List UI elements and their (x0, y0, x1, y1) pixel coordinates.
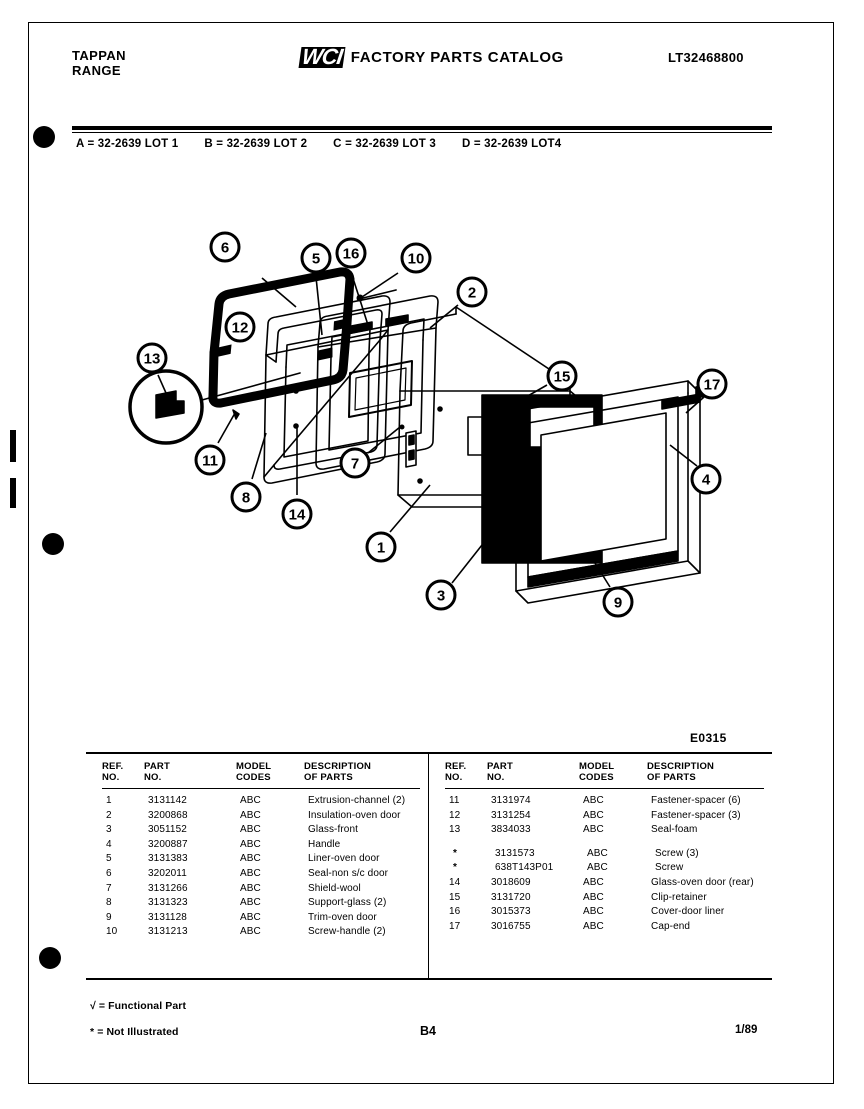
callout-leader-line (430, 305, 458, 328)
lot-legend (76, 138, 776, 150)
cell-ref: 12 (449, 809, 461, 821)
page-marker-dot-middle (42, 533, 64, 555)
column-header-description: DESCRIPTION OF PARTS (647, 761, 715, 783)
callout-balloon-12 (226, 313, 254, 341)
cell-ref: 11 (449, 795, 460, 806)
table-header-right (445, 761, 764, 789)
cell-part: 3834033 (491, 824, 531, 836)
column-header-model: MODEL CODES (579, 761, 615, 783)
cell-desc: Seal-foam (651, 824, 698, 836)
table-row (102, 823, 420, 838)
cell-ref: 8 (106, 897, 112, 909)
cell-part: 3131142 (148, 795, 187, 806)
cell-part: 3015373 (491, 906, 531, 918)
table-row (102, 896, 420, 911)
cell-ref: 6 (106, 867, 112, 879)
cell-model: ABC (240, 911, 261, 923)
cell-part: 3131128 (148, 911, 187, 923)
cell-ref: 14 (449, 876, 461, 888)
table-row (102, 925, 420, 940)
cell-desc: Trim-oven door (308, 911, 377, 923)
edge-mark-lower (10, 478, 16, 508)
table-row (102, 789, 420, 809)
cell-model: ABC (240, 795, 261, 806)
brand-category: RANGE (72, 63, 121, 78)
callout-label: 11 (202, 452, 218, 470)
lot-item-d: D = 32-2639 LOT4 (461, 138, 562, 150)
header-rule-thick (72, 126, 772, 130)
cell-part: 3051152 (148, 824, 187, 836)
cell-part: 3131323 (148, 897, 188, 909)
cell-ref: * (453, 847, 457, 859)
cell-desc: Screw (655, 862, 684, 874)
cell-desc: Liner-oven door (308, 853, 380, 865)
callout-balloon-11 (196, 413, 235, 474)
cell-desc: Handle (308, 838, 341, 850)
callout-label: 6 (220, 239, 230, 257)
exploded-parts-diagram (100, 195, 780, 640)
cell-desc: Fastener-spacer (6) (651, 795, 741, 806)
column-header-ref: REF. NO. (102, 761, 124, 783)
table-row (445, 789, 764, 809)
callout-label: 7 (350, 455, 360, 473)
page-date: 1/89 (735, 1024, 758, 1036)
table-header-left (102, 761, 420, 789)
table-row (102, 882, 420, 897)
cell-ref: 9 (106, 911, 112, 923)
cell-model: ABC (240, 882, 261, 894)
table-row (445, 920, 764, 935)
lot-item-b: B = 32-2639 LOT 2 (204, 138, 308, 150)
callout-label: 15 (553, 368, 571, 386)
callout-label: 14 (288, 506, 306, 524)
legend-functional-part: √ = Functional Part (90, 1000, 187, 1012)
column-header-model: MODEL CODES (236, 761, 272, 783)
callout-label: 5 (311, 250, 321, 268)
cell-part: 3131720 (491, 891, 531, 903)
cell-desc: Glass-oven door (rear) (651, 876, 754, 888)
callout-balloon-8 (232, 433, 266, 511)
cell-desc: Clip-retainer (651, 891, 707, 903)
callout-label: 12 (231, 319, 249, 337)
lot-item-c: C = 32-2639 LOT 3 (333, 138, 436, 150)
cell-ref: 16 (449, 906, 461, 918)
cell-part: 3018609 (491, 876, 531, 888)
brand-block (72, 48, 126, 78)
cell-desc: Insulation-oven door (308, 809, 401, 821)
legend-not-illustrated: * = Not Illustrated (90, 1026, 179, 1038)
cell-part: 3131213 (148, 926, 188, 938)
callout-leader-line (452, 545, 482, 583)
diagram-code: E0315 (690, 731, 727, 745)
cell-ref: 13 (449, 824, 461, 836)
callout-leader-line (368, 427, 400, 453)
callout-label: 3 (436, 587, 446, 605)
table-row (445, 905, 764, 920)
table-row (102, 852, 420, 867)
cell-model: ABC (240, 867, 261, 879)
table-row (102, 809, 420, 824)
cell-model: ABC (583, 876, 604, 888)
cell-desc: Shield-wool (308, 882, 361, 894)
column-header-ref: REF. NO. (445, 761, 467, 783)
cell-part: 3200887 (148, 838, 188, 850)
cell-model: ABC (240, 853, 261, 865)
cell-part: 3131383 (148, 853, 188, 865)
cell-model: ABC (583, 920, 604, 932)
cell-model: ABC (587, 847, 608, 859)
callout-leader-line (390, 485, 430, 532)
table-row (445, 876, 764, 891)
lot-item-a: A = 32-2639 LOT 1 (76, 138, 179, 150)
cell-ref: 5 (106, 853, 112, 865)
cell-model: ABC (583, 824, 604, 836)
callout-balloon-3 (427, 545, 482, 609)
cell-desc: Screw-handle (2) (308, 926, 386, 938)
cell-ref: 2 (106, 809, 112, 821)
parts-table-left (86, 754, 429, 978)
cell-part: 3131573 (495, 847, 535, 859)
catalog-header (300, 44, 564, 69)
cell-model: ABC (240, 809, 261, 821)
callout-leader-line (218, 413, 235, 443)
cell-desc: Cap-end (651, 920, 691, 932)
table-row (445, 891, 764, 906)
page-marker-dot-bottom (39, 947, 61, 969)
page-marker-dot-top (33, 126, 55, 148)
cell-ref: 3 (106, 824, 112, 836)
callout-balloon-10 (362, 244, 430, 297)
cell-part: 3016755 (491, 920, 531, 932)
cell-desc: Cover-door liner (651, 906, 725, 918)
column-header-description: DESCRIPTION OF PARTS (304, 761, 372, 783)
column-header-part: PART NO. (144, 761, 170, 783)
callout-balloon-17 (686, 370, 726, 413)
callout-label: 1 (376, 539, 386, 557)
table-row (445, 861, 764, 876)
table-body-left (86, 789, 428, 940)
cell-desc: Support-glass (2) (308, 897, 387, 909)
header-rule-thin (72, 132, 772, 133)
cell-ref: 10 (106, 926, 118, 938)
cell-model: ABC (240, 897, 261, 909)
column-header-part: PART NO. (487, 761, 513, 783)
cell-model: ABC (583, 795, 604, 806)
cell-model: ABC (583, 906, 604, 918)
cell-ref: 1 (106, 795, 112, 806)
cell-part: 638T143P01 (495, 862, 554, 874)
callout-leader-line (670, 445, 697, 466)
brand-name: TAPPAN (72, 48, 126, 63)
table-row (445, 809, 764, 824)
cell-ref: 4 (106, 838, 112, 850)
cell-ref: * (453, 862, 457, 874)
callout-label: 8 (241, 489, 251, 507)
cell-part: 3131974 (491, 795, 531, 806)
cell-ref: 17 (449, 920, 461, 932)
parts-table (86, 752, 772, 980)
cell-desc: Screw (3) (655, 847, 699, 859)
cell-model: ABC (583, 891, 604, 903)
table-body-right (429, 789, 772, 934)
callout-label: 16 (342, 245, 360, 263)
cell-desc: Extrusion-channel (2) (308, 795, 406, 806)
cell-part: 3200868 (148, 809, 188, 821)
wci-logo: WCI (300, 44, 344, 69)
cell-part: 3202011 (148, 867, 187, 879)
cell-model: ABC (240, 926, 261, 938)
callout-label: 10 (407, 250, 425, 268)
cell-desc: Glass-front (308, 824, 359, 836)
callout-label: 2 (467, 284, 477, 302)
callout-label: 17 (703, 376, 721, 394)
parts-table-right (429, 754, 772, 978)
table-row (102, 838, 420, 853)
catalog-title: FACTORY PARTS CATALOG (350, 49, 564, 66)
table-row (102, 867, 420, 882)
cell-model: ABC (240, 838, 261, 850)
callout-label: 4 (701, 471, 711, 489)
table-row (102, 911, 420, 926)
edge-mark-upper (10, 430, 16, 462)
cell-part: 3131254 (491, 809, 531, 821)
page-number: B4 (420, 1024, 436, 1038)
cell-ref: 7 (106, 882, 112, 894)
callout-label: 9 (613, 594, 623, 612)
catalog-number: LT32468800 (668, 50, 744, 65)
table-row (445, 847, 764, 862)
table-row (445, 823, 764, 838)
cell-model: ABC (583, 809, 604, 821)
callout-label: 13 (143, 350, 161, 368)
cell-model: ABC (587, 862, 608, 874)
cell-model: ABC (240, 824, 261, 836)
cell-ref: 15 (449, 891, 461, 903)
cell-desc: Fastener-spacer (3) (651, 809, 741, 821)
cell-desc: Seal-non s/c door (308, 867, 389, 879)
cell-part: 3131266 (148, 882, 188, 894)
